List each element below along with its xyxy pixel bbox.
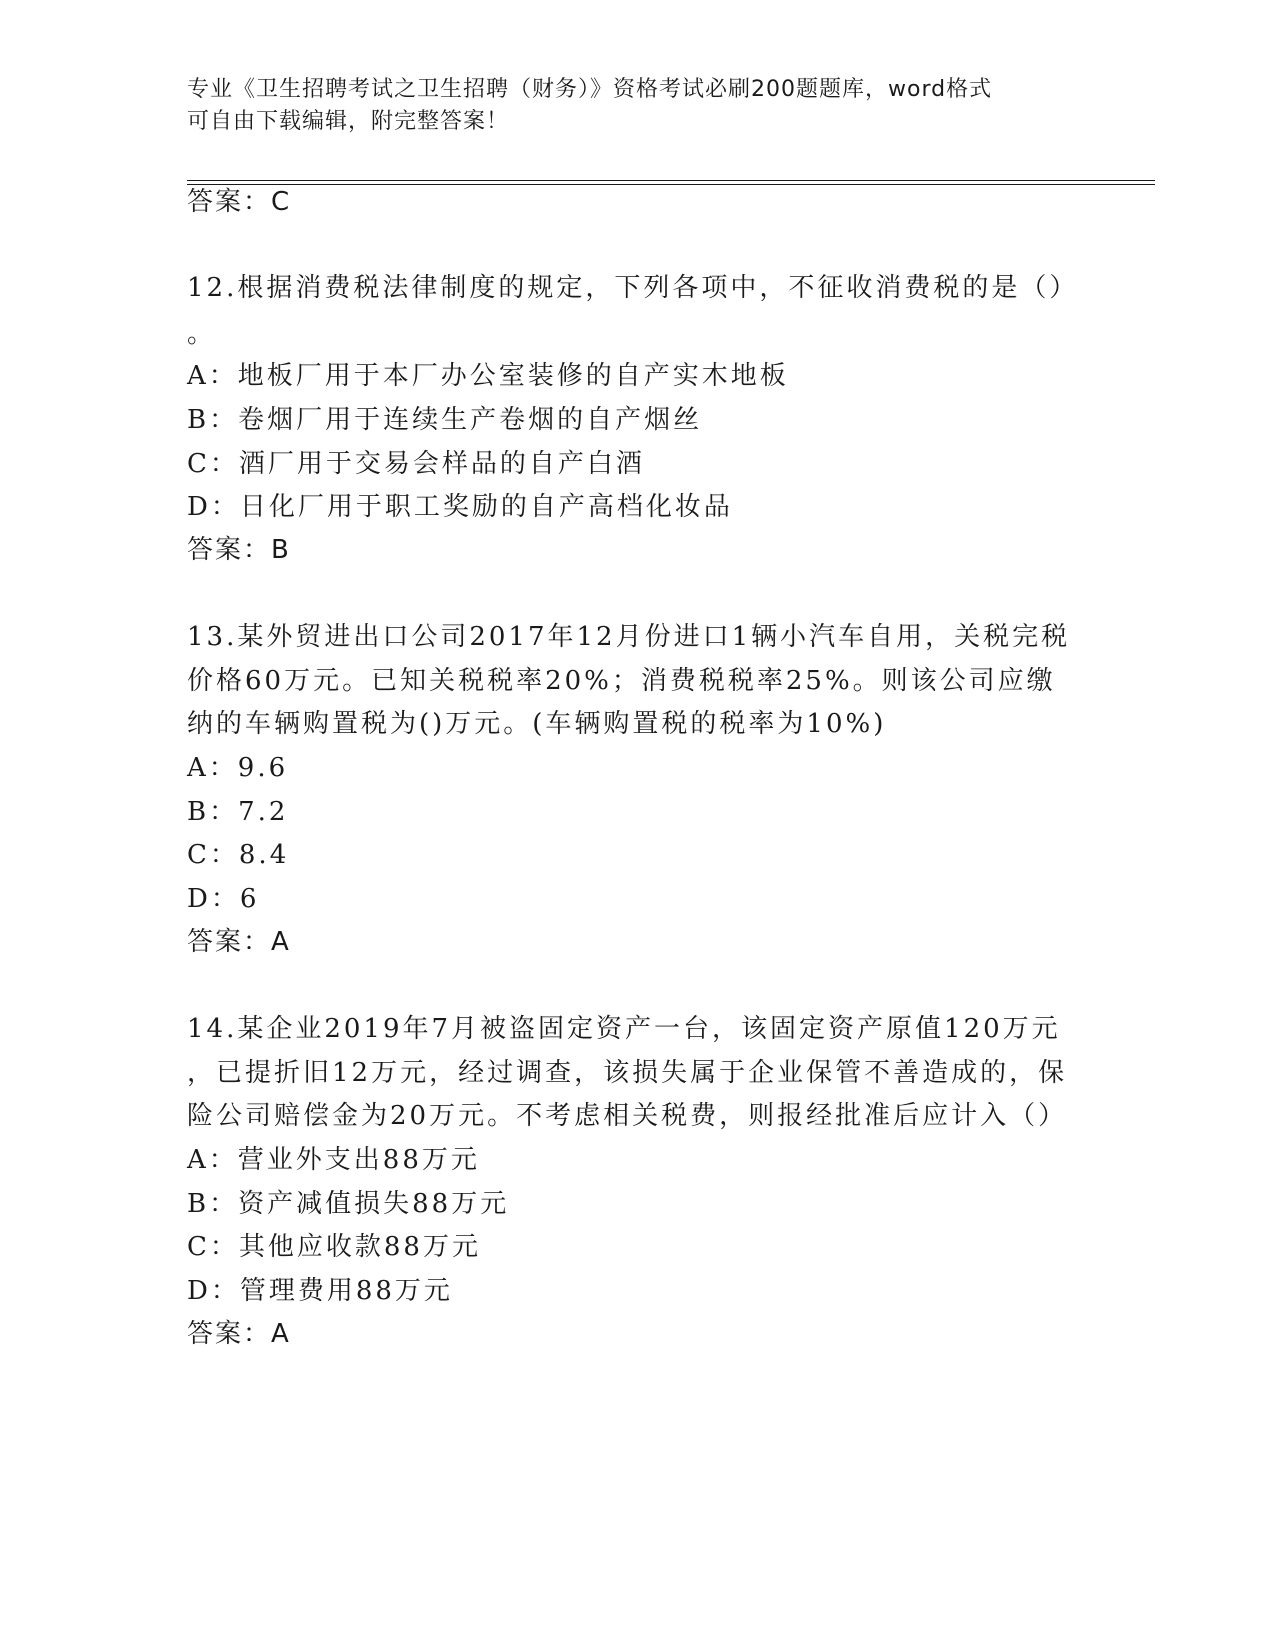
question-text-line: 。 [187,319,217,349]
option-a: A：9.6 [187,753,289,783]
document-header [187,74,1067,138]
option-b: B：7.2 [187,797,289,827]
option-d: D：日化厂用于职工奖励的自产高档化妆品 [187,492,733,522]
option-b: B：卷烟厂用于连续生产卷烟的自产烟丝 [187,405,703,435]
question-text-line: 纳的车辆购置税为()万元。(车辆购置税的税率为10%) [187,709,887,739]
question-text-line: 13.某外贸进出口公司2017年12月份进口1辆小汽车自用，关税完税 [187,622,1071,652]
option-c: C：其他应收款88万元 [187,1232,481,1262]
question-text-line: 12.根据消费税法律制度的规定，下列各项中，不征收消费税的是（） [187,273,1079,303]
option-d: D：管理费用88万元 [187,1276,453,1306]
answer: 答案：A [187,927,291,957]
option-a: A：地板厂用于本厂办公室装修的自产实木地板 [187,361,789,391]
answer: 答案：A [187,1319,291,1349]
option-b: B：资产减值损失88万元 [187,1189,510,1219]
option-d: D：6 [187,884,260,914]
option-c: C：酒厂用于交易会样品的自产白酒 [187,449,645,479]
question-text-line: ，已提折旧12万元，经过调查，该损失属于企业保管不善造成的，保 [187,1058,1068,1088]
answer-previous: 答案：C [187,187,292,217]
question-text-line: 14.某企业2019年7月被盗固定资产一台，该固定资产原值120万元 [187,1014,1061,1044]
header-divider-top [187,180,1155,181]
answer: 答案：B [187,535,291,565]
option-c: C：8.4 [187,840,290,870]
header-line-2: 可自由下载编辑，附完整答案！ [187,109,510,134]
question-text-line: 险公司赔偿金为20万元。不考虑相关税费，则报经批准后应计入（） [187,1101,1068,1131]
option-a: A：营业外支出88万元 [187,1145,480,1175]
header-divider-bottom [187,184,1155,185]
question-text-line: 价格60万元。已知关税税率20%；消费税税率25%。则该公司应缴 [187,666,1056,696]
header-line-1: 专业《卫生招聘考试之卫生招聘（财务）》资格考试必刷200题题库，word格式 [187,77,993,102]
